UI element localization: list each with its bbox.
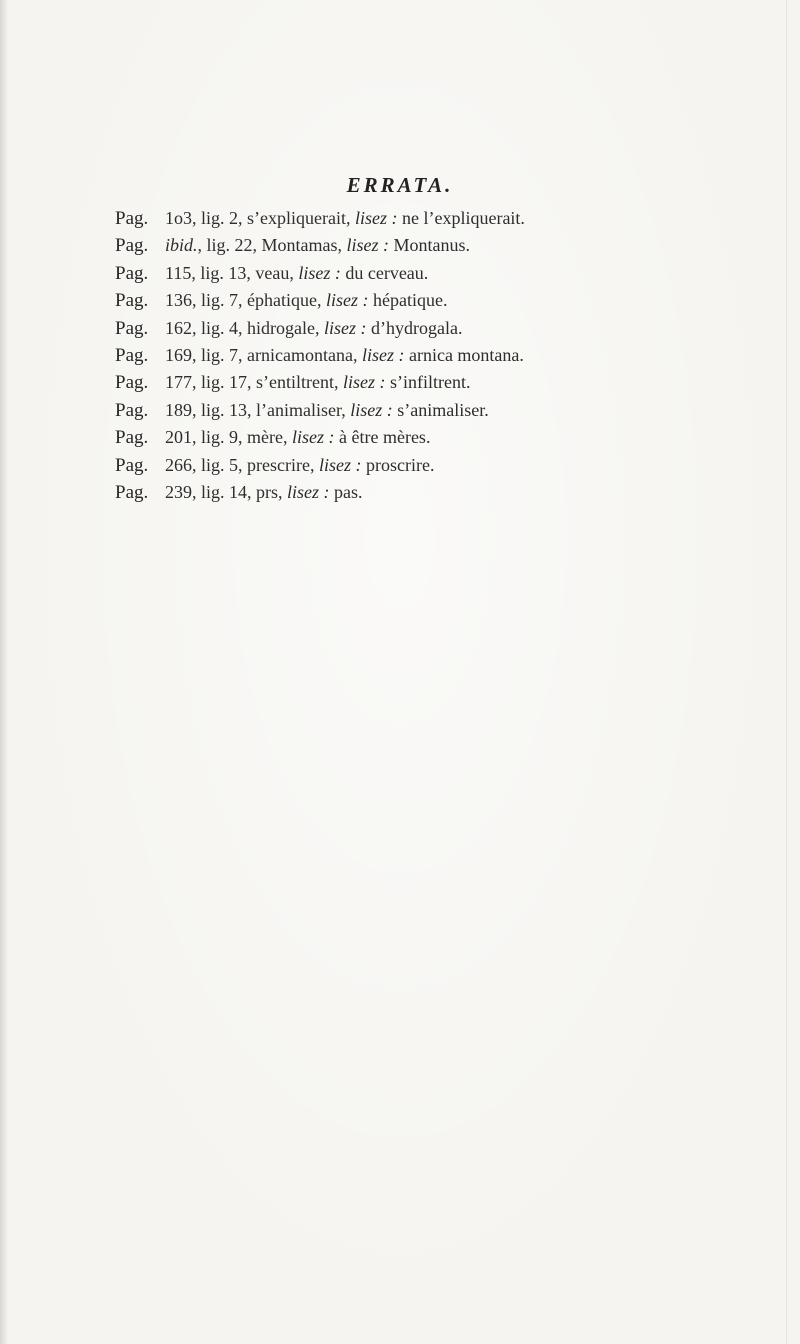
pag-label: Pag. xyxy=(115,454,149,476)
lisez-label: lisez : xyxy=(350,399,393,420)
errata-entry: Pag. 115, lig. 13, veau, lisez : du cerveau. xyxy=(115,260,775,287)
entry-line: lig. 2 xyxy=(201,208,239,228)
entry-correct-text: d’hydrogala. xyxy=(371,317,463,338)
entry-correct-text: Montanus. xyxy=(393,235,471,256)
pag-label: Pag. xyxy=(115,208,149,229)
errata-entry: Pag. 189, lig. 13, l’animaliser, lisez : s’animaliser. xyxy=(115,397,775,424)
entry-wrong-text: s’expliquerait xyxy=(247,208,346,228)
entry-wrong-text: s’entiltrent xyxy=(256,372,334,393)
errata-entry: Pag. 169, lig. 7, arnicamontana, lisez : arnica montana. xyxy=(115,342,775,369)
entry-correct-text: du cerveau. xyxy=(345,262,429,283)
errata-entry: Pag. 177, lig. 17, s’entiltrent, lisez : s’infiltrent. xyxy=(115,369,775,396)
pag-label: Pag. xyxy=(115,427,149,449)
page-edge-line xyxy=(786,0,787,1344)
entry-page: 266 xyxy=(165,454,192,475)
entry-line: lig. 14 xyxy=(201,481,248,502)
lisez-label: lisez : xyxy=(298,262,341,283)
entry-correct-text: s’infiltrent. xyxy=(390,372,471,393)
pag-label: Pag. xyxy=(115,399,149,421)
lisez-label: lisez : xyxy=(324,317,367,338)
lisez-label: lisez : xyxy=(361,344,405,365)
entry-page: 1o3 xyxy=(165,208,192,228)
errata-entry: Pag. 201, lig. 9, mère, lisez : à être mères. xyxy=(115,424,775,451)
entry-correct-text: proscrire. xyxy=(365,454,435,475)
lisez-label: lisez : xyxy=(326,290,369,311)
entry-correct-text: arnica montana. xyxy=(408,344,524,365)
entry-page: 201 xyxy=(165,427,192,448)
pag-label: Pag. xyxy=(115,290,149,312)
errata-entry: Pag. 266, lig. 5, prescrire, lisez : proscrire. xyxy=(115,452,775,479)
entry-wrong-text: prs xyxy=(256,481,279,502)
entry-page: 162 xyxy=(165,317,192,338)
entry-page: 136 xyxy=(165,290,192,311)
entry-page: 169 xyxy=(165,344,192,365)
entry-line: lig. 22 xyxy=(206,235,253,256)
entry-wrong-text: éphatique xyxy=(247,290,317,311)
entry-wrong-text: mère xyxy=(247,427,283,448)
entry-correct-text: pas. xyxy=(334,481,363,502)
entry-correct-text: s’animaliser. xyxy=(397,399,489,420)
entry-correct-text: ne l’expliquerait. xyxy=(401,208,525,228)
pag-label: Pag. xyxy=(115,317,149,339)
entry-line: lig. 4 xyxy=(201,317,239,338)
lisez-label: lisez : xyxy=(287,481,330,502)
pag-label: Pag. xyxy=(115,481,149,503)
pag-label: Pag. xyxy=(115,235,149,257)
lisez-label: lisez : xyxy=(354,208,398,228)
entry-wrong-text: veau xyxy=(255,262,290,283)
lisez-label: lisez : xyxy=(346,235,390,256)
entry-line: lig. 7 xyxy=(201,290,239,311)
errata-entry: Pag. 239, lig. 14, prs, lisez : pas. xyxy=(115,479,775,506)
errata-entry: Pag. 162, lig. 4, hidrogale, lisez : d’hydrogala. xyxy=(115,315,775,342)
entry-correct-text: hépatique. xyxy=(373,290,448,311)
entry-page: 239 xyxy=(165,481,192,502)
entry-wrong-text: hidrogale xyxy=(247,317,315,338)
pag-label: Pag. xyxy=(115,344,149,366)
lisez-label: lisez : xyxy=(292,427,335,448)
entry-wrong-text: l’animaliser xyxy=(256,399,342,420)
lisez-label: lisez : xyxy=(343,372,386,393)
entry-wrong-text: Montamas xyxy=(261,235,338,256)
errata-entry: Pag. 1o3, lig. 2, s’expliquerait, lisez : ne l’expliquerait. xyxy=(115,205,775,232)
errata-entry: Pag. 136, lig. 7, éphatique, lisez : hépatique. xyxy=(115,287,775,314)
entry-page: 177 xyxy=(165,372,192,393)
entry-page: ibid. xyxy=(165,235,198,256)
entry-line: lig. 13 xyxy=(201,399,248,420)
errata-entry: Pag. ibid., lig. 22, Montamas, lisez : Montanus. xyxy=(115,232,775,259)
pag-label: Pag. xyxy=(115,262,149,284)
entry-line: lig. 9 xyxy=(201,427,239,448)
entry-correct-text: à être mères. xyxy=(339,427,431,448)
entry-line: lig. 13 xyxy=(200,262,247,283)
entry-line: lig. 17 xyxy=(201,372,248,393)
entry-wrong-text: prescrire xyxy=(247,454,310,475)
entry-line: lig. 5 xyxy=(201,454,239,475)
entry-line: lig. 7 xyxy=(201,344,239,365)
pag-label: Pag. xyxy=(115,372,149,394)
entry-wrong-text: arnicamontana xyxy=(247,344,353,365)
errata-list xyxy=(115,205,775,506)
lisez-label: lisez : xyxy=(318,454,362,475)
entry-page: 115 xyxy=(165,262,192,283)
page-gutter-shadow xyxy=(0,0,8,1344)
entry-page: 189 xyxy=(165,399,192,420)
errata-title: ERRATA. xyxy=(346,173,454,197)
